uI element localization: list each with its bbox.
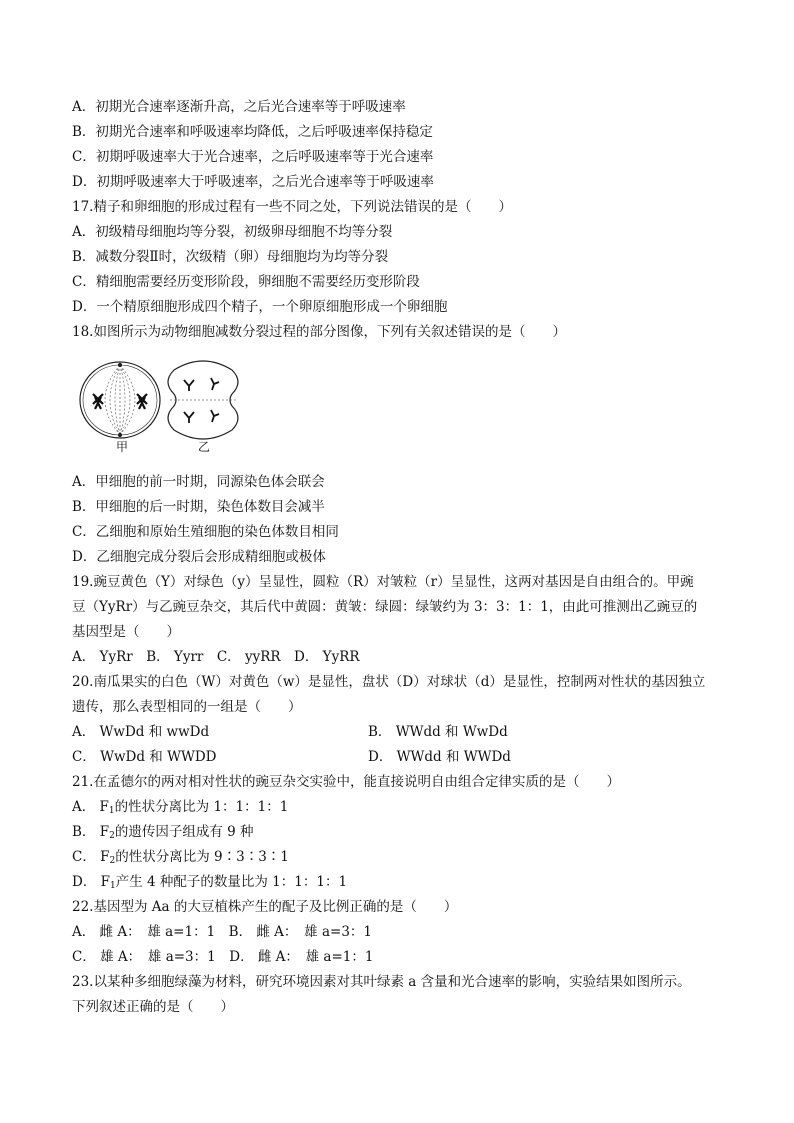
- q20-options-row-1: [72, 722, 508, 742]
- q21-stem: 21.在孟德尔的两对相对性状的豌豆杂交实验中，能直接说明自由组合定律实质的是（ ）: [72, 774, 620, 790]
- meiosis-figure: [78, 360, 248, 456]
- q17-option-c: C．精细胞需要经历变形阶段，卵细胞不需要经历变形阶段: [72, 274, 420, 290]
- q22-stem: 22.基因型为 Aa 的大豆植株产生的配子及比例正确的是（ ）: [72, 899, 458, 915]
- figure-label-yi: 乙: [198, 440, 211, 454]
- q20-option-a: A． WwDd 和 wwDd: [72, 724, 210, 740]
- q19-stem-line-2: 豆（YyRr）与乙豌豆杂交，其后代中黄圆：黄皱：绿圆：绿皱约为 3：3：1：1，由此可推测出乙豌豆的: [72, 599, 698, 615]
- q18-stem: 18.如图所示为动物细胞减数分裂过程的部分图像，下列有关叙述错误的是（ ）: [72, 324, 566, 340]
- q21-option-d: D． $F_1$产生 4 种配子的数量比为 1：1：1：1: [72, 874, 348, 891]
- q20-stem-line-2: 遗传，那么表型相同的一组是（ ）: [72, 699, 302, 715]
- cell-jia-drawing: [80, 362, 160, 438]
- q18-option-a: A．甲细胞的前一时期，同源染色体会联会: [72, 474, 325, 490]
- q21-option-c: C． $F_2$的性状分离比为 9∶3∶3∶1: [72, 849, 289, 866]
- q20-options-row-2: [72, 747, 511, 767]
- q19-stem-line-1: 19.豌豆黄色（Y）对绿色（y）呈显性，圆粒（R）对皱粒（r）呈显性，这两对基因是自由组合的。甲豌: [72, 574, 694, 590]
- q18-option-d: D．乙细胞完成分裂后会形成精细胞或极体: [72, 549, 326, 565]
- figure-label-jia: 甲: [116, 440, 129, 454]
- q23-stem-line-2: 下列叙述正确的是（ ）: [72, 999, 234, 1015]
- q20-stem-line-1: 20.南瓜果实的白色（W）对黄色（w）是显性，盘状（D）对球状（d）是显性，控制两对性状的基因独立: [72, 674, 706, 690]
- q17-option-a: A．初级精母细胞均等分裂，初级卵母细胞不均等分裂: [72, 224, 393, 240]
- q17-stem: 17.精子和卵细胞的形成过程有一些不同之处，下列说法错误的是（ ）: [72, 199, 512, 215]
- q22-options-row-2: C． 雄 A： 雄 a=3：1 D． 雌 A： 雄 a=1：1: [72, 949, 374, 965]
- q20-option-d: D． WWdd 和 WWDd: [368, 749, 511, 765]
- q22-options-row-1: A． 雌 A： 雄 a=1：1 B． 雌 A： 雄 a=3：1: [72, 924, 372, 940]
- q20-option-b: B． WWdd 和 WwDd: [368, 724, 508, 740]
- q18-option-c: C．乙细胞和原始生殖细胞的染色体数目相同: [72, 524, 339, 540]
- q18-option-b: B．甲细胞的后一时期，染色体数目会减半: [72, 499, 325, 515]
- cell-yi-drawing: [168, 361, 238, 439]
- q16-option-d: D．初期呼吸速率大于呼吸速率，之后光合速率等于呼吸速率: [72, 174, 434, 190]
- q19-stem-line-3: 基因型是（ ）: [72, 624, 180, 640]
- q23-stem-line-1: 23.以某种多细胞绿藻为材料，研究环境因素对其叶绿素 a 含量和光合速率的影响，实验结果如图所示。: [72, 974, 691, 990]
- q21-option-a: A． $F_1$的性状分离比为 1：1：1：1: [72, 799, 289, 816]
- q20-option-c: C． WwDd 和 WWDD: [72, 749, 217, 765]
- q17-option-b: B．减数分裂Ⅱ时，次级精（卵）母细胞均为均等分裂: [72, 249, 389, 265]
- q17-option-d: D．一个精原细胞形成四个精子，一个卵原细胞形成一个卵细胞: [72, 299, 448, 315]
- q21-option-b: B． $F_2$的遗传因子组成有 9 种: [72, 824, 254, 841]
- q16-option-b: B．初期光合速率和呼吸速率均降低，之后呼吸速率保持稳定: [72, 124, 433, 140]
- q16-option-c: C．初期呼吸速率大于光合速率，之后呼吸速率等于光合速率: [72, 149, 434, 165]
- q19-options: A． YyRr B． Yyrr C． yyRR D． YyRR: [72, 649, 360, 665]
- q16-option-a: A．初期光合速率逐渐升高，之后光合速率等于呼吸速率: [72, 99, 406, 115]
